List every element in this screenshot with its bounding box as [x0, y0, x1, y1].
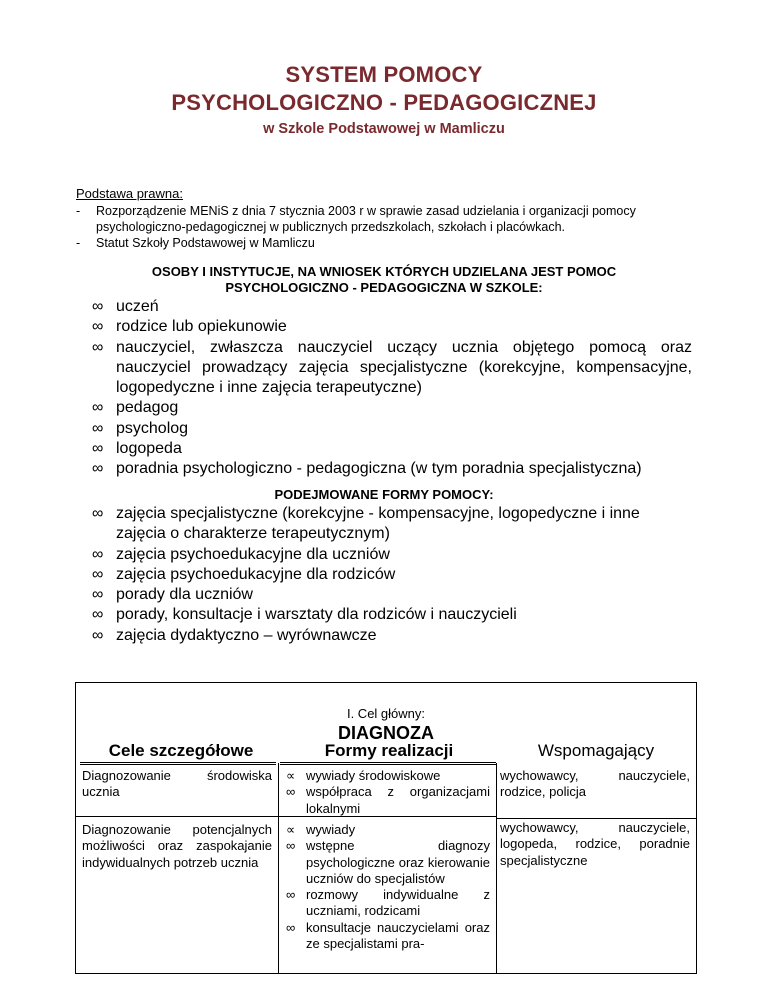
- goal-label: I. Cel główny:: [346, 706, 426, 721]
- infinity-bullet-icon: ∞: [92, 419, 104, 437]
- form-item: [286, 822, 490, 838]
- list-item-text: zajęcia psychoedukacyjne dla rodziców: [116, 565, 396, 583]
- list-item: [92, 459, 692, 479]
- forms-cell: [286, 768, 490, 817]
- section-heading-line: PSYCHOLOGICZNO - PEDAGOGICZNA W SZKOLE:: [225, 280, 543, 295]
- list-item-text: porady, konsultacje i warsztaty dla rodziców i nauczycieli: [116, 606, 517, 624]
- legal-basis-item: [76, 235, 688, 251]
- list-item: [92, 626, 692, 646]
- form-item-text: wstępne diagnozy psychologiczne oraz kierowanie uczniów do specjalistów: [306, 838, 490, 886]
- cell-divider: [280, 762, 496, 763]
- diagnosis-table: [75, 682, 697, 974]
- forms-cell: [286, 822, 490, 952]
- list-item-text: poradnia psychologiczno - pedagogiczna (w tym poradnia specjalistyczna): [116, 460, 642, 478]
- list-item-text: porady dla uczniów: [116, 586, 253, 604]
- section-heading-requesters: [76, 264, 692, 296]
- infinity-bullet-icon: ∞: [92, 338, 104, 356]
- goal-cell: Diagnozowanie potencjalnych możliwości oraz zaspokajanie indywidualnych potrzeb ucznia: [82, 822, 272, 870]
- infinity-bullet-icon: ∞: [92, 626, 104, 644]
- form-item-text: wywiady środowiskowe: [306, 768, 441, 783]
- legal-basis-text: Rozporządzenie MENiS z dnia 7 stycznia 2003 r w sprawie zasad udzielania i organizacji pomocy psychologiczno-pedagogicznej w publicznych przedszkolach, szkołach i placówkach.: [96, 204, 636, 234]
- infinity-bullet-icon: ∞: [92, 399, 104, 417]
- form-item: [286, 784, 490, 817]
- dash-marker: -: [76, 204, 81, 218]
- infinity-bullet-icon: ∞: [286, 784, 296, 800]
- infinity-bullet-icon: ∞: [92, 318, 104, 336]
- form-item: [286, 768, 490, 784]
- cell-divider: [80, 764, 276, 765]
- row-divider: [496, 818, 696, 819]
- column-header-forms: Formy realizacji: [324, 741, 454, 760]
- list-item: [92, 504, 692, 545]
- proportional-bullet-icon: ∝: [286, 822, 296, 837]
- infinity-bullet-icon: ∞: [92, 565, 104, 583]
- column-divider: [278, 763, 279, 973]
- column-header-support: Wspomagający: [537, 741, 655, 760]
- list-item: [92, 419, 692, 439]
- legal-basis-text: Statut Szkoły Podstawowej w Mamliczu: [96, 236, 315, 250]
- infinity-bullet-icon: ∞: [92, 505, 104, 522]
- list-item: [92, 338, 692, 399]
- help-forms-list: [92, 504, 692, 646]
- infinity-bullet-icon: ∞: [92, 545, 104, 563]
- list-item-text: uczeń: [116, 298, 159, 315]
- infinity-bullet-icon: ∞: [286, 919, 296, 935]
- list-item: [92, 585, 692, 605]
- document-subtitle: w Szkole Podstawowej w Mamliczu: [263, 121, 505, 137]
- infinity-bullet-icon: ∞: [286, 887, 296, 903]
- list-item-text: logopeda: [116, 440, 182, 458]
- list-item: [92, 398, 692, 418]
- form-item-text: wywiady: [306, 822, 356, 837]
- goal-cell: Diagnozowanie środowiska ucznia: [82, 768, 272, 800]
- cell-divider: [280, 764, 496, 765]
- list-item: [92, 439, 692, 459]
- list-item-text: pedagog: [116, 399, 179, 417]
- list-item-text: zajęcia psychoedukacyjne dla uczniów: [116, 545, 390, 563]
- list-item: [92, 297, 692, 317]
- column-divider: [496, 763, 497, 973]
- legal-basis-item: [76, 203, 688, 235]
- dash-marker: -: [76, 236, 81, 250]
- list-item: [92, 317, 692, 337]
- form-item-text: konsultacje nauczycielami oraz ze specjalistami pra-: [306, 919, 490, 952]
- list-item-text: rodzice lub opiekunowie: [116, 318, 287, 336]
- list-item-text: nauczyciel, zwłaszcza nauczyciel uczący ucznia objętego pomocą oraz nauczyciel prowadzący zajęcia specjalistyczne (korekcyjne, kompensacyjne, logopedyczne i inne zajęcia terapeutyczne): [116, 338, 692, 397]
- form-item: [286, 838, 490, 887]
- list-item-text: zajęcia specjalistyczne (korekcyjne - kompensacyjne, logopedyczne i inne zajęcia o charakterze terapeutycznym): [116, 505, 640, 543]
- document-title-line1: SYSTEM POMOCY: [285, 62, 483, 87]
- infinity-bullet-icon: ∞: [286, 838, 296, 854]
- proportional-bullet-icon: ∝: [286, 768, 296, 783]
- form-item: [286, 920, 490, 953]
- infinity-bullet-icon: ∞: [92, 298, 104, 315]
- list-item: [92, 545, 692, 565]
- column-header-goals: Cele szczegółowe: [108, 741, 254, 760]
- legal-basis-heading: Podstawa prawna:: [76, 186, 183, 201]
- support-cell: wychowawcy, nauczyciele, logopeda, rodzice, poradnie specjalistyczne: [500, 820, 690, 868]
- infinity-bullet-icon: ∞: [92, 586, 104, 604]
- form-item-text: współpraca z organizacjami lokalnymi: [306, 784, 490, 816]
- infinity-bullet-icon: ∞: [92, 606, 104, 624]
- list-item-text: zajęcia dydaktyczno – wyrównawcze: [116, 626, 377, 644]
- list-item: [92, 565, 692, 585]
- goal-title: DIAGNOZA: [338, 723, 434, 743]
- infinity-bullet-icon: ∞: [92, 440, 104, 458]
- list-item: [92, 605, 692, 625]
- support-cell: wychowawcy, nauczyciele, rodzice, policja: [500, 768, 690, 800]
- cell-divider: [80, 762, 276, 763]
- infinity-bullet-icon: ∞: [92, 460, 104, 478]
- requesters-list: [92, 297, 692, 480]
- section-heading-forms: PODEJMOWANE FORMY POMOCY:: [274, 487, 494, 502]
- form-item-text: rozmowy indywidualne z uczniami, rodzicami: [306, 887, 490, 919]
- list-item-text: psycholog: [116, 419, 189, 437]
- document-title-line2: PSYCHOLOGICZNO - PEDAGOGICZNEJ: [171, 90, 597, 115]
- form-item: [286, 887, 490, 920]
- section-heading-line: OSOBY I INSTYTUCJE, NA WNIOSEK KTÓRYCH UDZIELANA JEST POMOC: [151, 264, 617, 279]
